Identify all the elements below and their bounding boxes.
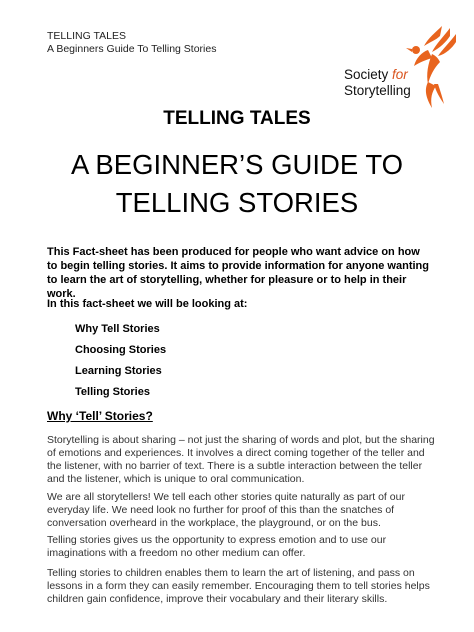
logo-society: Society	[344, 67, 393, 82]
title-small: TELLING TALES	[163, 108, 311, 129]
topic-item: Learning Stories	[75, 365, 162, 377]
page-title	[0, 146, 474, 222]
body-paragraph: We are all storytellers! We tell each other stories quite naturally as part of our everyday life. We need look no further for proof of this than the snatches of conversation overheard in the workplace, the playground, or on the bus.	[47, 491, 405, 529]
title-line-2: TELLING STORIES	[115, 187, 359, 218]
running-header	[47, 30, 216, 55]
topic-item: Telling Stories	[75, 386, 150, 398]
topic-item: Why Tell Stories	[75, 323, 160, 335]
logo-wordmark	[344, 67, 411, 99]
topic-list	[75, 322, 166, 406]
topic-item: Choosing Stories	[75, 344, 167, 356]
header-subtitle: A Beginners Guide To Telling Stories	[47, 42, 217, 55]
body-paragraph: Telling stories gives us the opportunity to express emotion and to use our imaginations with a freedom no other medium can offer.	[47, 534, 387, 559]
header-title: TELLING TALES	[47, 30, 126, 42]
logo-storytelling: Storytelling	[344, 83, 411, 98]
body-paragraph: Storytelling is about sharing – not just the sharing of words and plot, but the sharing of emotions and experiences. It involves a direct coming together of the teller and the listener, with no barrier of text. There is a subtle interaction between the teller and the listener, which is unique to oral communication.	[47, 434, 435, 485]
logo-for: for	[392, 67, 408, 82]
intro-paragraph: This Fact-sheet has been produced for people who want advice on how to begin telling stories. It aims to provide information for anyone wanting to learn the art of storytelling, whether for pleasure or to help in their work.	[47, 246, 429, 300]
look-at-line: In this fact-sheet we will be looking at:	[47, 298, 248, 310]
title-line-1: A BEGINNER’S GUIDE TO	[70, 149, 404, 180]
section-heading: Why ‘Tell’ Stories?	[47, 409, 153, 423]
body-paragraph: Telling stories to children enables them to learn the art of listening, and pass on lessons in a form they can easily remember. Encouraging them to tell stories helps children gain confidence, improve their vocabulary and their literary skills.	[47, 567, 430, 605]
